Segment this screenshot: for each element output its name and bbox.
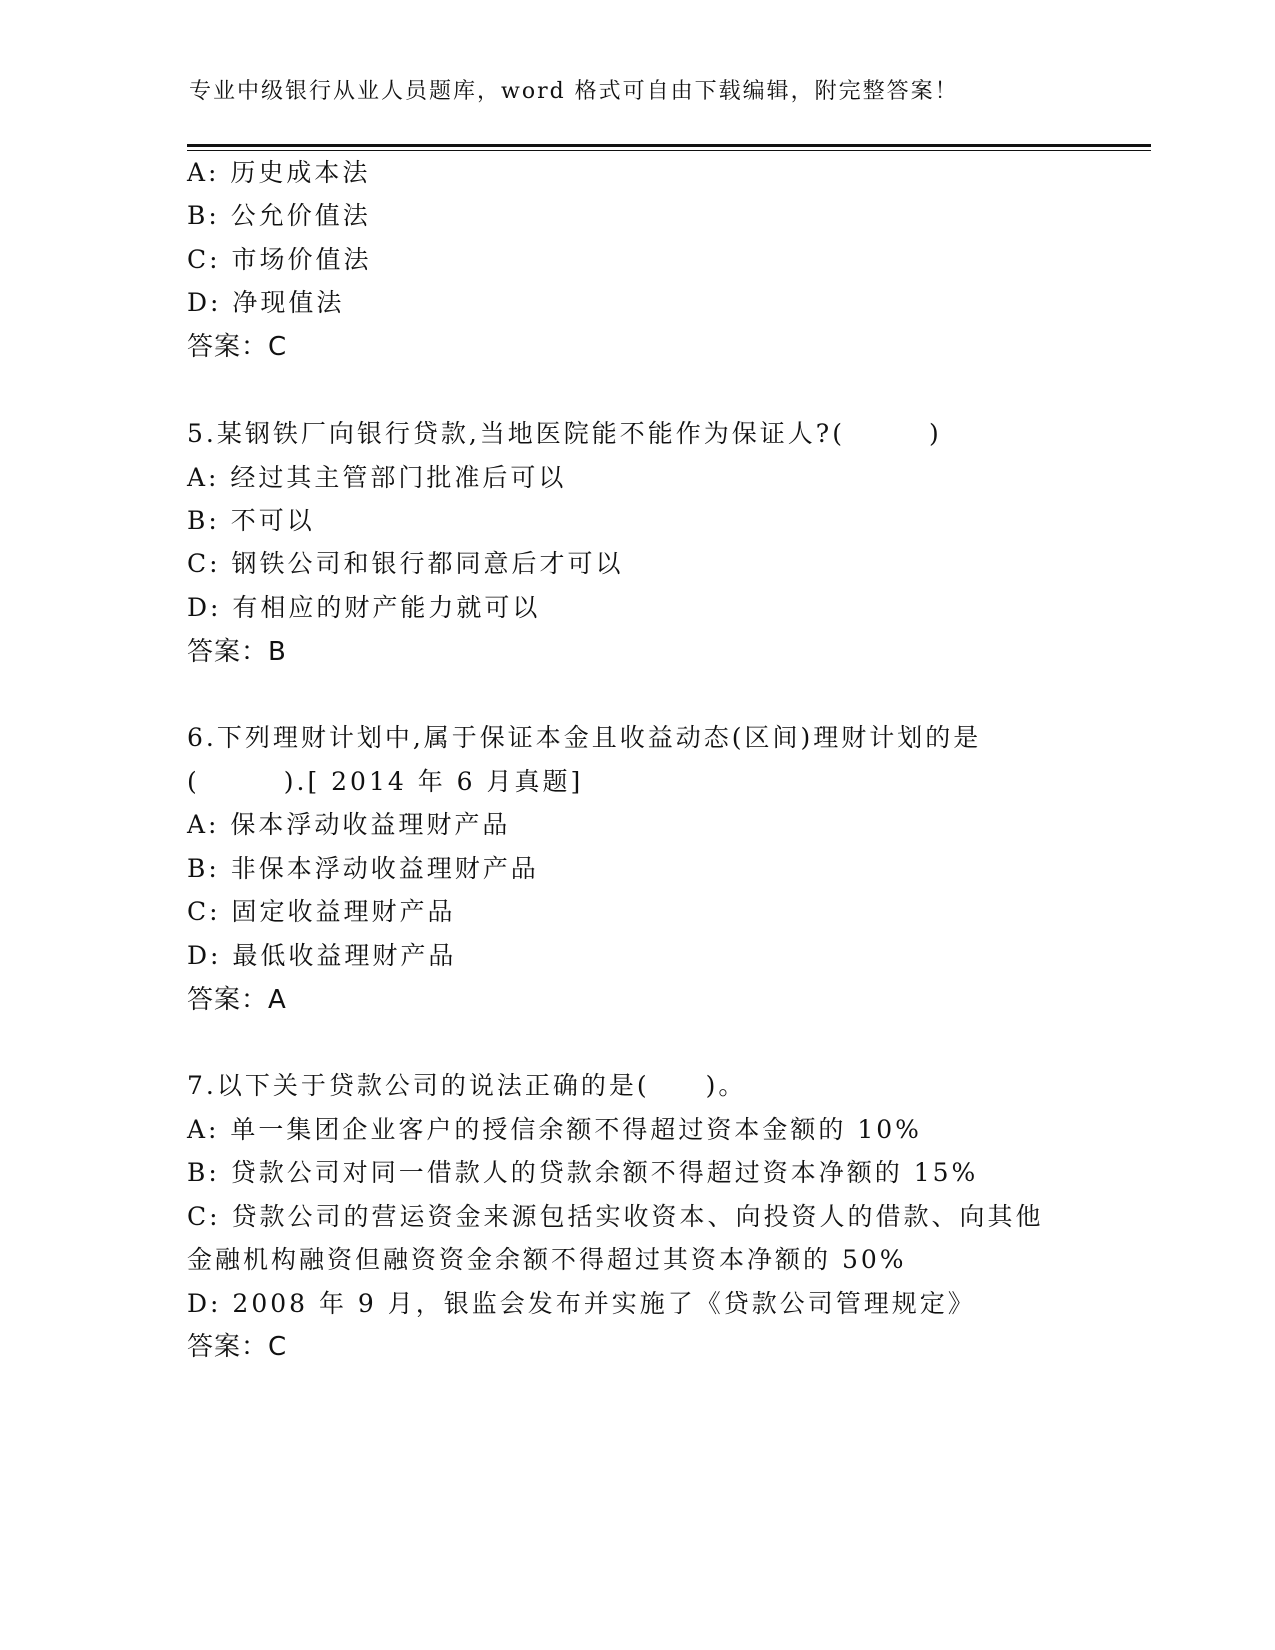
q6-option-b: B: 非保本浮动收益理财产品: [187, 854, 539, 883]
q7-option-d: D: 2008 年 9 月，银监会发布并实施了《贷款公司管理规定》: [187, 1289, 976, 1318]
q7-option-c: C: 贷款公司的营运资金来源包括实收资本、向投资人的借款、向其他: [187, 1202, 1044, 1231]
q7-option-a: A: 单一集团企业客户的授信余额不得超过资本金额的 10%: [187, 1115, 922, 1144]
header-rule-thick: [187, 144, 1151, 147]
q6-option-c: C: 固定收益理财产品: [187, 897, 456, 926]
q6-answer: 答案：A: [187, 985, 287, 1015]
q5-option-a: A: 经过其主管部门批准后可以: [187, 463, 567, 492]
q5-question: 5.某钢铁厂向银行贷款,当地医院能不能作为保证人?( ): [187, 419, 942, 448]
q4-answer: 答案：C: [187, 332, 288, 362]
q6-question-line-1: 6.下列理财计划中,属于保证本金且收益动态(区间)理财计划的是: [187, 723, 982, 752]
q7-question: 7.以下关于贷款公司的说法正确的是( )。: [187, 1071, 747, 1100]
q5-option-b: B: 不可以: [187, 506, 315, 535]
q5-option-c: C: 钢铁公司和银行都同意后才可以: [187, 549, 624, 578]
header-rule-thin: [187, 150, 1151, 151]
q4-option-c: C: 市场价值法: [187, 245, 372, 274]
q4-option-d: D: 净现值法: [187, 288, 345, 317]
q4-option-a: A: 历史成本法: [187, 158, 371, 187]
q7-answer: 答案：C: [187, 1332, 288, 1362]
page-header: 专业中级银行从业人员题库，word 格式可自由下载编辑，附完整答案！: [189, 79, 959, 104]
q7-option-b: B: 贷款公司对同一借款人的贷款余额不得超过资本净额的 15%: [187, 1158, 979, 1187]
q7-option-c-continued: 金融机构融资但融资资金余额不得超过其资本净额的 50%: [187, 1245, 907, 1274]
q4-option-b: B: 公允价值法: [187, 201, 371, 230]
q5-answer: 答案：B: [187, 637, 287, 667]
q6-option-a: A: 保本浮动收益理财产品: [187, 810, 511, 839]
q5-option-d: D: 有相应的财产能力就可以: [187, 593, 541, 622]
q6-question-line-2: ( ).[ 2014 年 6 月真题]: [187, 767, 584, 796]
q6-option-d: D: 最低收益理财产品: [187, 941, 457, 970]
